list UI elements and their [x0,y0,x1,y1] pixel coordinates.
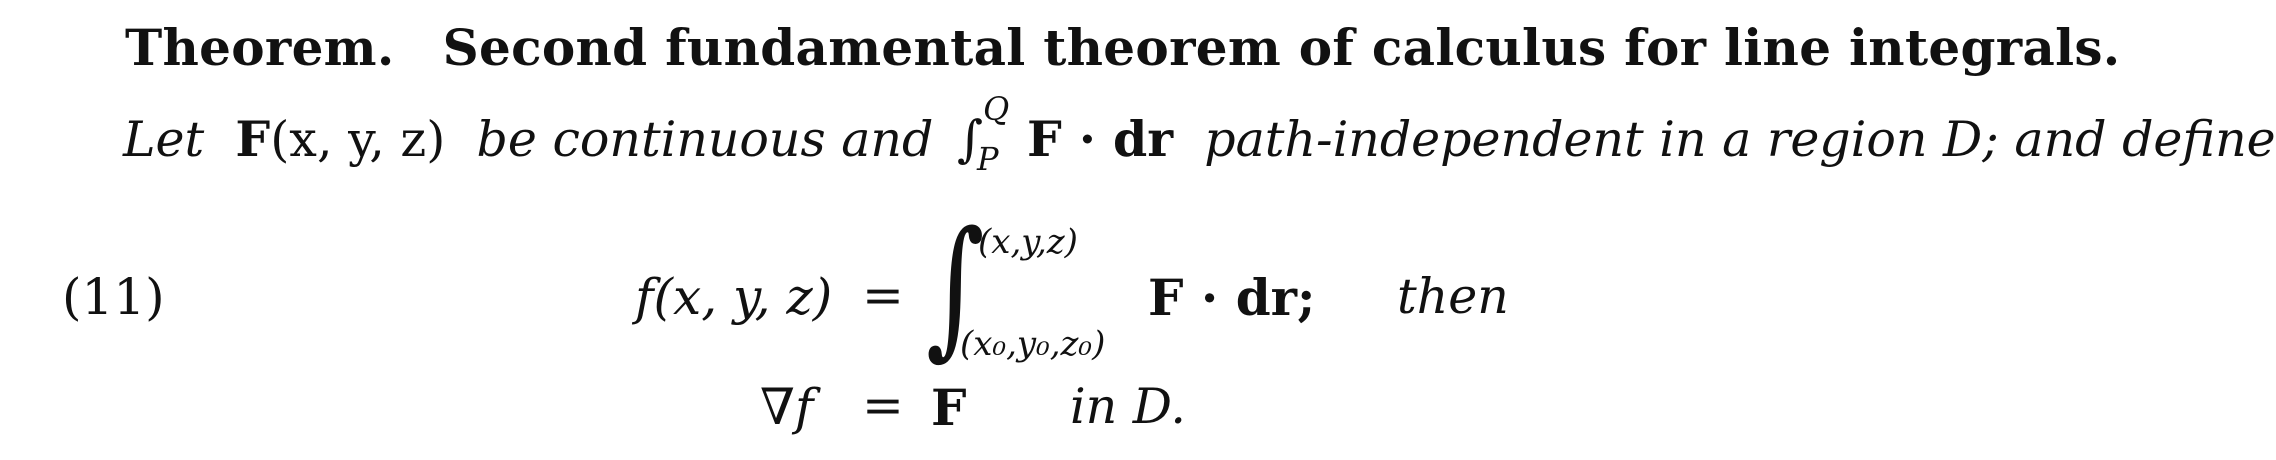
equation-number: (11) [62,268,165,326]
integrand-text: F · dr; [1148,268,1316,327]
statement-field-args: (x, y, z) [270,111,446,168]
equation-line2-equals: = [862,376,904,434]
equation-line2-lhs: ∇f [760,378,814,436]
theorem-label: Theorem. [125,18,395,77]
equation-line1-integrand [1148,268,1315,327]
integral-lower-limit: (x₀,y₀,z₀) [960,324,1106,364]
statement-let: Let [123,111,205,168]
theorem-heading [125,18,2121,77]
statement-integral-upper: Q [982,90,1010,128]
equation-line2-rhs [931,378,967,437]
equation-line1-suffix: then [1397,268,1509,325]
statement-field: F [235,110,271,168]
theorem-statement [123,90,2276,178]
line2-rhs-field: F [931,378,967,437]
integral-sign: ∫ [926,200,985,374]
equation-line2-suffix: in D. [1070,378,1186,435]
statement-integrand: F · dr [1027,110,1174,168]
theorem-title: Second fundamental theorem of calculus for line integrals. [442,18,2121,77]
equation-line1-lhs: f(x, y, z) [635,268,833,326]
statement-region-text: path-independent in a region D; and define [1204,111,2276,168]
integral-upper-limit: (x,y,z) [978,222,1078,262]
statement-continuous-text: be continuous and [476,111,934,168]
statement-integral [956,90,1010,178]
statement-integral-sign: ∫ [956,110,983,168]
equation-line1-equals: = [862,266,904,324]
statement-integral-lower: P [976,140,999,178]
